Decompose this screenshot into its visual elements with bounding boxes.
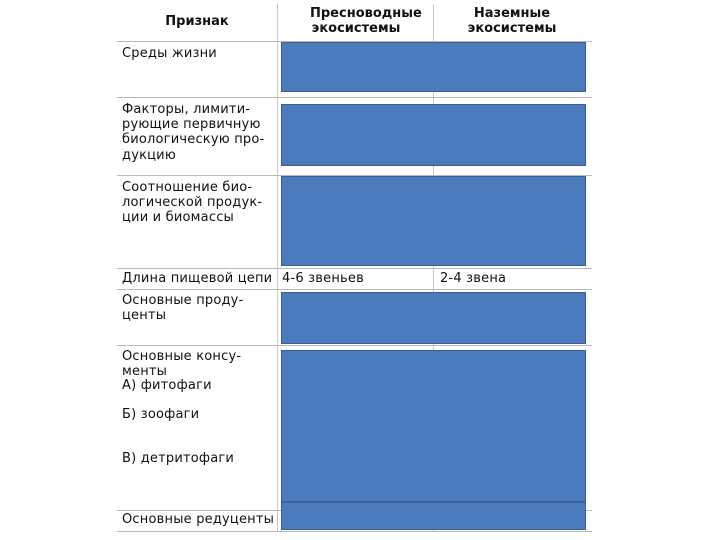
- feature-food-chain: Длина пищевой цепи: [122, 271, 273, 286]
- answer-cover-production-biomass[interactable]: [281, 176, 586, 266]
- terrestrial-food-chain: 2-4 звена: [440, 271, 507, 286]
- header-terrestrial: Наземные экосистемы: [467, 6, 557, 36]
- answer-cover-limiting-factors[interactable]: [281, 104, 586, 166]
- header-freshwater: Пресноводные экосистемы: [310, 6, 422, 36]
- row-divider-bottom: [117, 531, 592, 532]
- answer-cover-producers[interactable]: [281, 292, 586, 344]
- freshwater-food-chain: 4-6 звеньев: [282, 271, 364, 286]
- feature-limiting-factors: Факторы, лимити- рующие первичную биологическую про- дукцию: [122, 102, 265, 163]
- feature-production-biomass: Соотношение био- логической продук- ции и биомассы: [122, 180, 263, 226]
- row-divider-3: [117, 268, 592, 269]
- row-divider-1: [117, 97, 592, 98]
- header-feature: Признак: [165, 14, 229, 29]
- answer-cover-habitat[interactable]: [281, 42, 586, 92]
- row-divider-4: [117, 289, 592, 290]
- answer-cover-consumers[interactable]: [281, 350, 586, 502]
- feature-producers: Основные проду- центы: [122, 293, 244, 324]
- row-divider-5: [117, 345, 592, 346]
- feature-habitat: Среды жизни: [122, 46, 217, 61]
- answer-cover-decomposers[interactable]: [281, 502, 586, 530]
- feature-consumers: Основные консу- менты А) фитофаги Б) зоофаги В) детритофаги: [122, 349, 242, 467]
- feature-decomposers: Основные редуценты: [122, 512, 275, 527]
